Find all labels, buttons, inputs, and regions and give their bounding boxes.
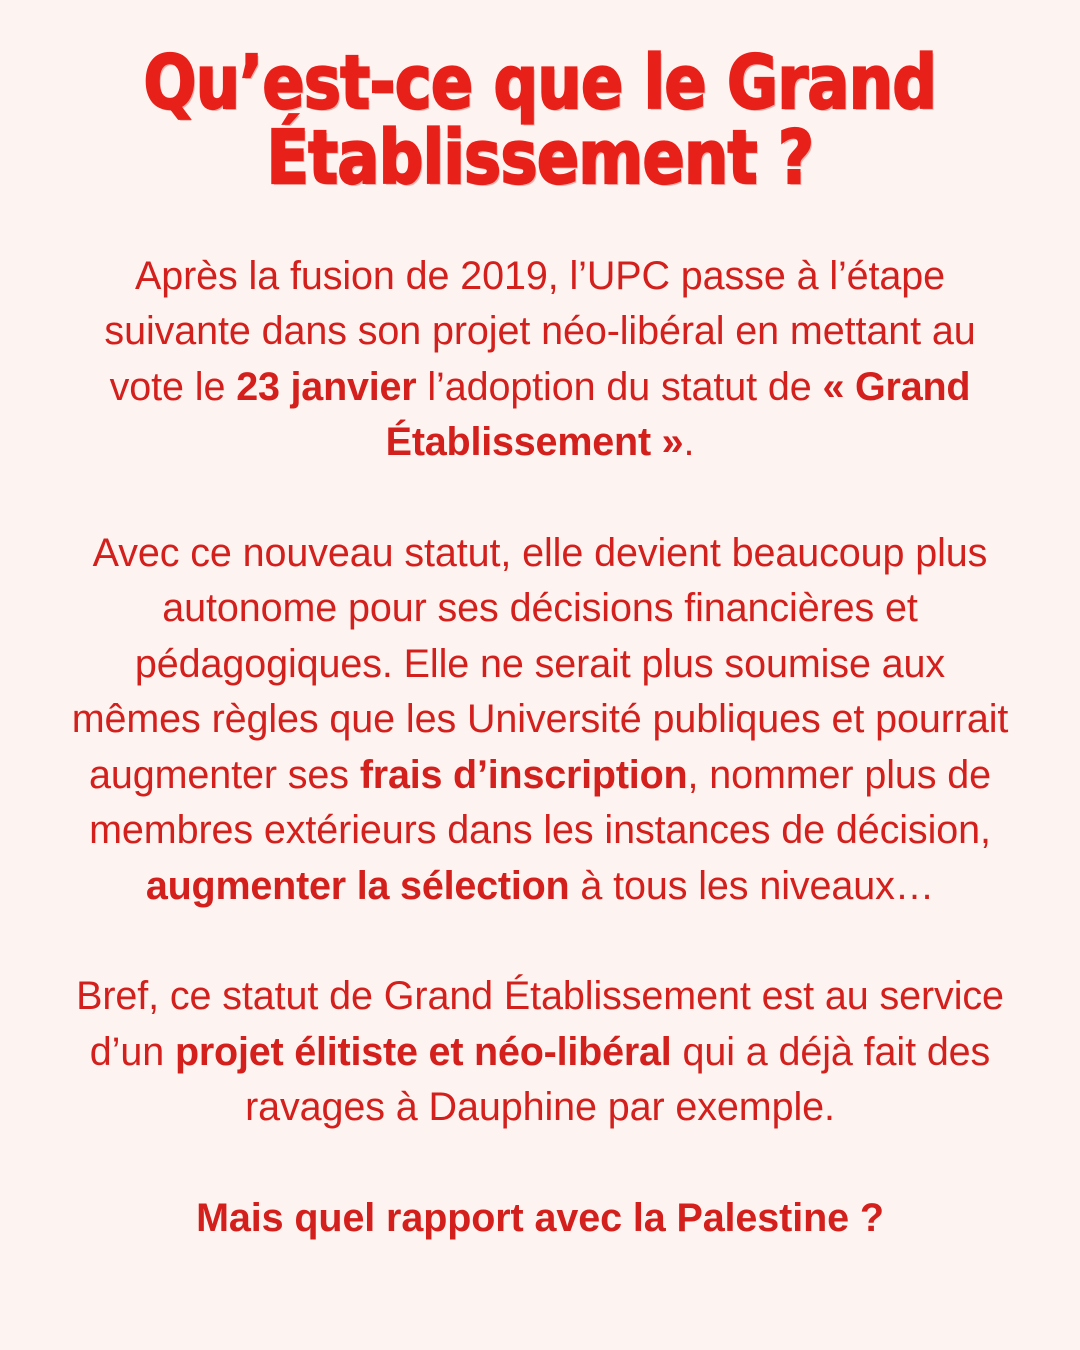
paragraph-3 <box>70 969 1010 1136</box>
paragraph-1-run-0-text: Après la fusion de 2019, l’UPC passe à l’étape suivante dans son projet néo-libéral en mettant au vote le <box>104 253 976 409</box>
paragraph-2-run-0-text: Avec ce nouveau statut, elle devient beaucoup plus autonome pour ses décisions financières et pédagogiques. Elle ne serait plus soumise aux mêmes règles que les Université publiques et pourrait augmenter ses <box>71 530 1009 797</box>
paragraph-2-run-4-text: à tous les niveaux… <box>569 863 935 908</box>
paragraph-2-run-3-emphasis: augmenter la sélection <box>145 863 570 908</box>
title-block <box>70 40 1010 202</box>
paragraph-2 <box>70 526 1010 915</box>
page-title <box>103 40 977 202</box>
paragraph-2-run-2-text: , nommer plus de membres extérieurs dans les instances de décision, <box>89 752 992 853</box>
paragraph-3-run-1-emphasis: projet élitiste et néo-libéral <box>174 1029 672 1074</box>
paragraph-2-run-1-emphasis: frais d’inscription <box>359 752 688 797</box>
body-text-block <box>70 249 1010 1136</box>
closing-block <box>70 1191 1010 1247</box>
paragraph-1-run-2-text: l’adoption du statut de <box>416 364 823 409</box>
page-title-line-2: Établissement ? <box>266 115 814 202</box>
paragraph-1-run-1-emphasis: 23 janvier <box>236 364 417 409</box>
paragraph-3-run-2-text: qui a déjà fait des ravages à Dauphine par exemple. <box>245 1029 991 1130</box>
paragraph-1-run-3-emphasis: « Grand Établissement » <box>385 364 971 465</box>
paragraph-3-run-0-text: Bref, ce statut de Grand Établissement est au service d’un <box>76 974 1004 1074</box>
paragraph-1-run-4-text: . <box>683 420 695 465</box>
page-title-line-1: Qu’est-ce que le Grand <box>143 40 937 126</box>
paragraph-1 <box>70 249 1010 471</box>
closing-question: Mais quel rapport avec la Palestine ? <box>196 1195 884 1240</box>
